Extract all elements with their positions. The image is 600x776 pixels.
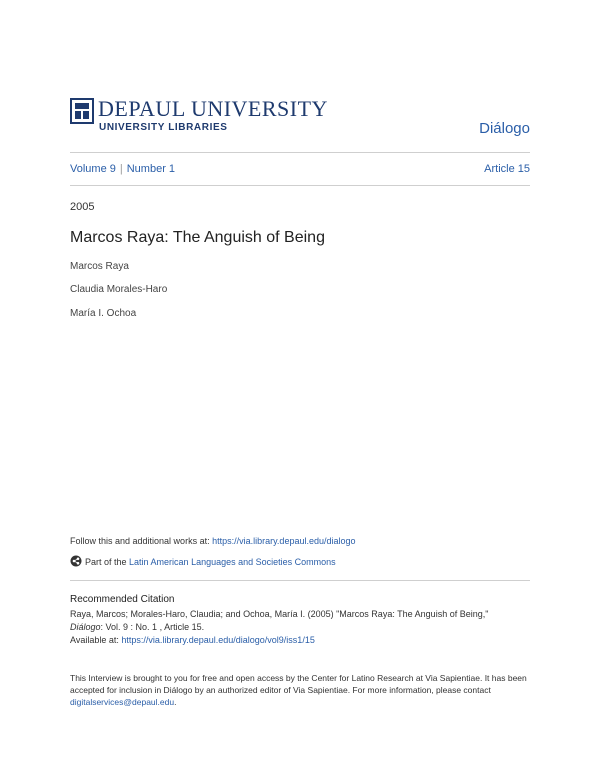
logo-subtitle: UNIVERSITY LIBRARIES bbox=[99, 122, 228, 133]
citation-heading: Recommended Citation bbox=[70, 594, 175, 605]
notice-text: This Interview is brought to you for free and open access by the Center for Latino Research at Via Sapientiae. It has been accepted for inclusion in Diálogo by an authorized editor of Via Sapientiae. For more information, please contact bbox=[70, 673, 527, 695]
publication-year: 2005 bbox=[70, 201, 95, 213]
author-3: María I. Ochoa bbox=[70, 308, 137, 319]
article-title: Marcos Raya: The Anguish of Being bbox=[70, 229, 325, 246]
author-1: Marcos Raya bbox=[70, 261, 129, 272]
divider bbox=[70, 152, 530, 153]
university-seal-icon bbox=[70, 98, 94, 124]
notice-end: . bbox=[174, 697, 177, 707]
available-label: Available at: bbox=[70, 635, 122, 645]
journal-link[interactable]: Diálogo bbox=[479, 120, 530, 137]
logo-university-name: DEPAUL UNIVERSITY bbox=[98, 96, 328, 121]
access-notice bbox=[70, 672, 540, 708]
divider bbox=[70, 580, 530, 581]
contact-email-link[interactable]: digitalservices@depaul.edu bbox=[70, 697, 175, 707]
citation-volume: : Vol. 9 : No. 1 , Article 15. bbox=[100, 622, 205, 632]
part-of-line bbox=[70, 555, 336, 567]
citation-journal: Diálogo bbox=[70, 622, 101, 632]
author-2: Claudia Morales-Haro bbox=[70, 284, 168, 295]
share-icon bbox=[70, 555, 82, 567]
number-link[interactable]: Number 1 bbox=[126, 163, 176, 175]
article-link[interactable]: Article 15 bbox=[484, 163, 530, 175]
citation-line-1: Raya, Marcos; Morales-Haro, Claudia; and Ochoa, María I. (2005) "Marcos Raya: The Anguish of Being," bbox=[70, 609, 489, 619]
volume-link[interactable]: Volume 9 bbox=[70, 163, 116, 175]
commons-link[interactable]: Latin American Languages and Societies Commons bbox=[129, 557, 336, 567]
available-url-link[interactable]: https://via.library.depaul.edu/dialogo/vol9/iss1/15 bbox=[121, 635, 315, 645]
follow-label: Follow this and additional works at: bbox=[70, 536, 213, 546]
part-of-prefix: Part of the bbox=[85, 557, 130, 567]
citation-available bbox=[70, 635, 315, 645]
divider bbox=[70, 185, 530, 186]
follow-url-link[interactable]: https://via.library.depaul.edu/dialogo bbox=[212, 536, 356, 546]
volume-issue bbox=[70, 163, 175, 175]
depaul-logo bbox=[70, 96, 328, 136]
separator: | bbox=[119, 163, 123, 175]
citation-line-2 bbox=[70, 622, 204, 632]
follow-line bbox=[70, 536, 356, 546]
